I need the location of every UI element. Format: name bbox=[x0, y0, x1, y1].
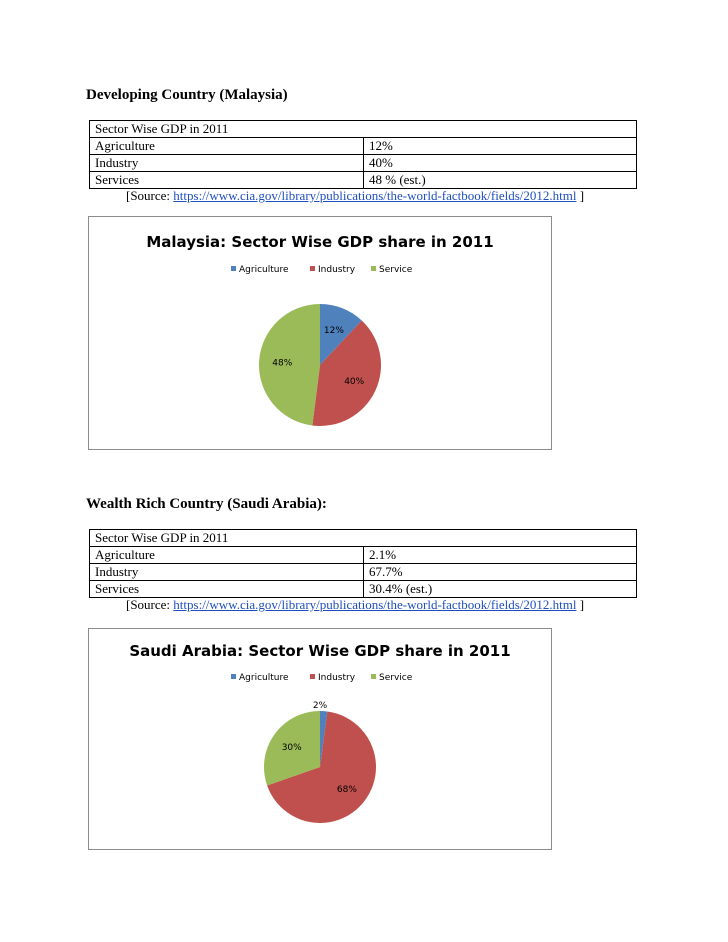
sector-cell: Services bbox=[90, 581, 364, 598]
value-cell: 12% bbox=[364, 138, 637, 155]
legend-entry: Industry bbox=[318, 673, 356, 683]
legend-swatch bbox=[371, 266, 376, 271]
legend-entry: Service bbox=[379, 673, 413, 683]
table-row bbox=[90, 581, 637, 598]
sector-cell: Industry bbox=[90, 155, 364, 172]
table-title: Sector Wise GDP in 2011 bbox=[90, 121, 637, 138]
source-link[interactable]: https://www.cia.gov/library/publications/the-world-factbook/fields/2012.html bbox=[173, 188, 577, 203]
source-suffix: ] bbox=[576, 188, 585, 203]
pie-chart-saudi-arabia bbox=[88, 628, 552, 850]
source-prefix: [Source: bbox=[126, 597, 174, 612]
table-row bbox=[90, 172, 637, 189]
source-prefix: [Source: bbox=[126, 188, 174, 203]
data-label: 12% bbox=[323, 325, 344, 336]
table-title: Sector Wise GDP in 2011 bbox=[90, 530, 637, 547]
legend-entry: Agriculture bbox=[239, 673, 289, 683]
source-citation-malaysia bbox=[126, 188, 584, 204]
legend-swatch bbox=[310, 266, 315, 271]
legend-entry: Service bbox=[379, 265, 413, 275]
sector-cell: Agriculture bbox=[90, 547, 364, 564]
legend-entry: Industry bbox=[318, 265, 356, 275]
sector-cell: Agriculture bbox=[90, 138, 364, 155]
chart-title: Saudi Arabia: Sector Wise GDP share in 2011 bbox=[129, 642, 511, 660]
data-label: 40% bbox=[344, 377, 365, 388]
pie-chart-canvas bbox=[89, 217, 551, 449]
source-citation-saudi-arabia bbox=[126, 597, 584, 613]
data-label: 2% bbox=[312, 701, 328, 711]
legend-swatch bbox=[371, 674, 376, 679]
value-cell: 48 % (est.) bbox=[364, 172, 637, 189]
gdp-table-malaysia bbox=[89, 120, 637, 189]
source-link[interactable]: https://www.cia.gov/library/publications/the-world-factbook/fields/2012.html bbox=[173, 597, 577, 612]
table-row bbox=[90, 155, 637, 172]
value-cell: 30.4% (est.) bbox=[364, 581, 637, 598]
legend-entry: Agriculture bbox=[239, 265, 289, 275]
sector-cell: Industry bbox=[90, 564, 364, 581]
chart-title: Malaysia: Sector Wise GDP share in 2011 bbox=[146, 233, 494, 251]
gdp-table-saudi-arabia bbox=[89, 529, 637, 598]
legend-swatch bbox=[231, 266, 236, 271]
value-cell: 40% bbox=[364, 155, 637, 172]
sector-cell: Services bbox=[90, 172, 364, 189]
section-heading-malaysia: Developing Country (Malaysia) bbox=[86, 87, 288, 103]
data-label: 30% bbox=[281, 742, 302, 753]
data-label: 68% bbox=[336, 784, 357, 795]
section-heading-saudi-arabia: Wealth Rich Country (Saudi Arabia): bbox=[86, 496, 327, 512]
pie-chart-malaysia bbox=[88, 216, 552, 450]
value-cell: 67.7% bbox=[364, 564, 637, 581]
legend-swatch bbox=[310, 674, 315, 679]
legend-swatch bbox=[231, 674, 236, 679]
value-cell: 2.1% bbox=[364, 547, 637, 564]
table-row bbox=[90, 138, 637, 155]
table-row bbox=[90, 530, 637, 547]
source-suffix: ] bbox=[576, 597, 585, 612]
table-row bbox=[90, 121, 637, 138]
pie-chart-canvas bbox=[89, 629, 551, 849]
table-row bbox=[90, 547, 637, 564]
data-label: 48% bbox=[272, 358, 293, 369]
table-row bbox=[90, 564, 637, 581]
